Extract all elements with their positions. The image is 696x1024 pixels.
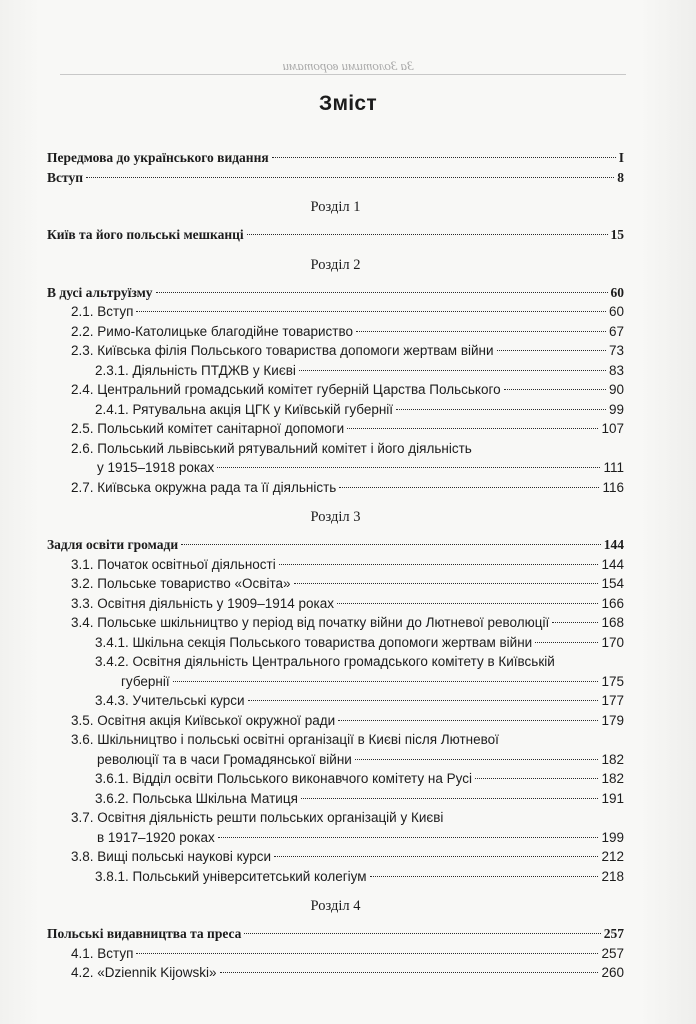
dot-leader xyxy=(396,409,606,410)
page-number: 182 xyxy=(601,751,624,767)
entry-title: 3.3. Освітня діяльність у 1909–1914 роках xyxy=(71,595,334,611)
dot-leader xyxy=(301,798,599,799)
entry-title: 2.1. Вступ xyxy=(71,304,134,319)
page-number: 60 xyxy=(608,304,624,319)
chapter-heading: Розділ 2 xyxy=(310,256,361,273)
dot-leader xyxy=(274,856,598,857)
dot-leader xyxy=(337,603,599,604)
dot-leader xyxy=(497,350,606,351)
dot-leader xyxy=(248,700,599,701)
dot-leader xyxy=(279,564,599,565)
toc-entry[interactable] xyxy=(97,458,624,477)
toc-section-entry[interactable] xyxy=(47,168,624,187)
running-head: За Золотими воротами xyxy=(282,58,414,73)
toc-section-entry[interactable] xyxy=(47,148,624,167)
toc-entry[interactable] xyxy=(71,847,624,866)
entry-title: революції та в часи Громадянської війни xyxy=(97,751,352,767)
page-number: 257 xyxy=(603,926,624,941)
entry-title: 3.8. Вищі польські наукові курси xyxy=(71,849,272,864)
toc-entry[interactable] xyxy=(95,633,624,652)
page-number: 8 xyxy=(617,169,624,185)
dot-leader xyxy=(217,467,600,468)
toc-entry-first-line: 3.4.2. Освітня діяльність Центрального громадського комітету в Київській xyxy=(95,654,555,669)
toc-entry[interactable] xyxy=(71,963,624,982)
entry-title: Задля освіти громади xyxy=(47,537,179,552)
page-number: 260 xyxy=(601,965,624,980)
toc-section-entry[interactable] xyxy=(47,535,624,554)
page-number: 67 xyxy=(608,323,624,339)
entry-title: 2.2. Римо-Католицьке благодійне товариство xyxy=(71,323,353,339)
toc-entry[interactable] xyxy=(71,478,624,497)
toc-section-entry[interactable] xyxy=(47,283,624,302)
entry-title: 4.1. Вступ xyxy=(71,945,134,961)
page-number: 154 xyxy=(601,576,624,591)
toc-entry[interactable] xyxy=(71,419,624,438)
page-number: 60 xyxy=(610,284,624,300)
page-number: 144 xyxy=(601,556,624,572)
dot-leader xyxy=(218,837,599,838)
page-number: 177 xyxy=(601,693,624,708)
entry-title: 2.7. Київська окружна рада та її діяльність xyxy=(71,479,337,495)
page-number: 182 xyxy=(601,771,624,786)
toc-entry[interactable] xyxy=(71,944,624,963)
entry-title: 2.4.1. Рятувальна акція ЦГК у Київській губернії xyxy=(95,401,394,417)
dot-leader xyxy=(356,331,606,332)
entry-title: 3.1. Початок освітньої діяльності xyxy=(71,556,276,572)
entry-title: 3.4. Польське шкільництво у період від початку війни до Лютневої революції xyxy=(71,615,550,630)
toc-entry[interactable] xyxy=(71,594,624,613)
toc-entry[interactable] xyxy=(71,555,624,574)
page-number: 175 xyxy=(601,673,624,689)
toc-entry-first-line: 2.6. Польський львівський рятувальний комітет і його діяльність xyxy=(71,440,472,456)
dot-leader xyxy=(247,234,608,235)
page-number: 111 xyxy=(603,460,624,475)
dot-leader xyxy=(504,389,606,390)
entry-title: 3.6.1. Відділ освіти Польського виконавчого комітету на Русі xyxy=(95,771,472,786)
entry-title: 2.5. Польський комітет санітарної допомоги xyxy=(71,421,345,436)
entry-title: губернії xyxy=(121,673,170,689)
toc-entry[interactable] xyxy=(95,400,624,419)
toc-entry[interactable] xyxy=(97,750,624,769)
page-number: 199 xyxy=(601,829,624,845)
dot-leader xyxy=(136,311,606,312)
entry-title: В дусі альтруїзму xyxy=(47,284,153,300)
toc-entry-first-line: 3.6. Шкільництво і польські освітні організації в Києві після Лютневої xyxy=(71,732,499,747)
dot-leader xyxy=(355,759,599,760)
dot-leader xyxy=(173,681,599,682)
page-number: 83 xyxy=(608,362,624,378)
toc-entry-first-line: 3.7. Освітня діяльність решти польських організацій у Києві xyxy=(71,810,444,825)
page-number: 166 xyxy=(601,595,624,611)
entry-title: 3.5. Освітня акція Київської окружної ради xyxy=(71,712,336,728)
page-number: 218 xyxy=(601,868,624,884)
toc-entry[interactable] xyxy=(71,574,624,593)
toc-entry[interactable] xyxy=(95,691,624,710)
entry-title: 2.3.1. Діяльність ПТДЖВ у Києві xyxy=(95,362,296,378)
dot-leader xyxy=(347,428,598,429)
entry-title: Вступ xyxy=(47,169,83,185)
dot-leader xyxy=(220,972,599,973)
dot-leader xyxy=(370,876,599,877)
toc-entry[interactable] xyxy=(71,341,624,360)
page-number: 179 xyxy=(601,712,624,728)
chapter-heading: Розділ 1 xyxy=(310,199,361,215)
entry-title: 3.4.3. Учительські курси xyxy=(95,693,245,708)
toc-entry[interactable] xyxy=(97,828,624,847)
dot-leader xyxy=(338,720,598,721)
page-number: 212 xyxy=(601,849,624,864)
toc-entry[interactable] xyxy=(95,867,624,886)
dot-leader xyxy=(294,583,599,584)
page-number: 257 xyxy=(601,945,624,961)
header-rule xyxy=(60,74,626,75)
dot-leader xyxy=(299,370,606,371)
chapter-heading: Розділ 4 xyxy=(310,898,361,914)
page-number: 144 xyxy=(603,537,624,552)
entry-title: Київ та його польські мешканці xyxy=(47,227,244,242)
toc-section-entry[interactable] xyxy=(47,225,624,244)
entry-title: 4.2. «Dziennik Kijowski» xyxy=(71,965,217,980)
entry-title: 2.4. Центральний громадський комітет губерній Царства Польського xyxy=(71,382,501,397)
entry-title: 3.8.1. Польський університетський колегіум xyxy=(95,868,367,884)
dot-leader xyxy=(136,953,598,954)
page-number: 168 xyxy=(601,615,624,630)
page-number: 99 xyxy=(608,401,624,417)
page-number: 90 xyxy=(608,382,624,397)
dot-leader xyxy=(552,622,598,623)
dot-leader xyxy=(339,487,599,488)
entry-title: в 1917–1920 роках xyxy=(97,829,215,845)
bleed-through-header xyxy=(0,0,696,73)
dot-leader xyxy=(475,778,599,779)
toc-entry[interactable] xyxy=(71,322,624,341)
toc-entry[interactable] xyxy=(71,302,624,321)
dot-leader xyxy=(86,177,614,178)
entry-title: 3.2. Польське товариство «Освіта» xyxy=(71,576,291,591)
toc-entry[interactable] xyxy=(71,711,624,730)
toc-entry[interactable] xyxy=(95,769,624,788)
dot-leader xyxy=(181,544,601,545)
toc-section-entry[interactable] xyxy=(47,924,624,943)
page-number: 107 xyxy=(601,421,624,436)
page-number: 73 xyxy=(608,343,624,358)
dot-leader xyxy=(535,642,598,643)
dot-leader xyxy=(156,292,608,293)
dot-leader xyxy=(272,157,616,158)
entry-title: Польські видавництва та преса xyxy=(47,926,242,941)
page-number: 116 xyxy=(602,479,624,495)
dot-leader xyxy=(244,933,600,934)
toc-entry[interactable] xyxy=(95,361,624,380)
toc-entry[interactable] xyxy=(95,789,624,808)
toc-entry[interactable] xyxy=(71,613,624,632)
page-title: Зміст xyxy=(319,92,377,115)
page-number: 15 xyxy=(610,227,624,242)
toc-entry[interactable] xyxy=(71,380,624,399)
entry-title: 2.3. Київська філія Польського товариства допомоги жертвам війни xyxy=(71,343,494,358)
entry-title: у 1915–1918 роках xyxy=(97,460,215,475)
entry-title: 3.6.2. Польська Шкільна Матиця xyxy=(95,790,298,806)
chapter-heading: Розділ 3 xyxy=(310,509,361,525)
page-number: 191 xyxy=(601,790,624,806)
toc-entry[interactable] xyxy=(121,672,624,691)
entry-title: Передмова до українського видання xyxy=(47,150,269,165)
entry-title: 3.4.1. Шкільна секція Польського товариства допомоги жертвам війни xyxy=(95,634,533,650)
page-number: I xyxy=(618,150,624,165)
page-number: 170 xyxy=(601,634,624,650)
